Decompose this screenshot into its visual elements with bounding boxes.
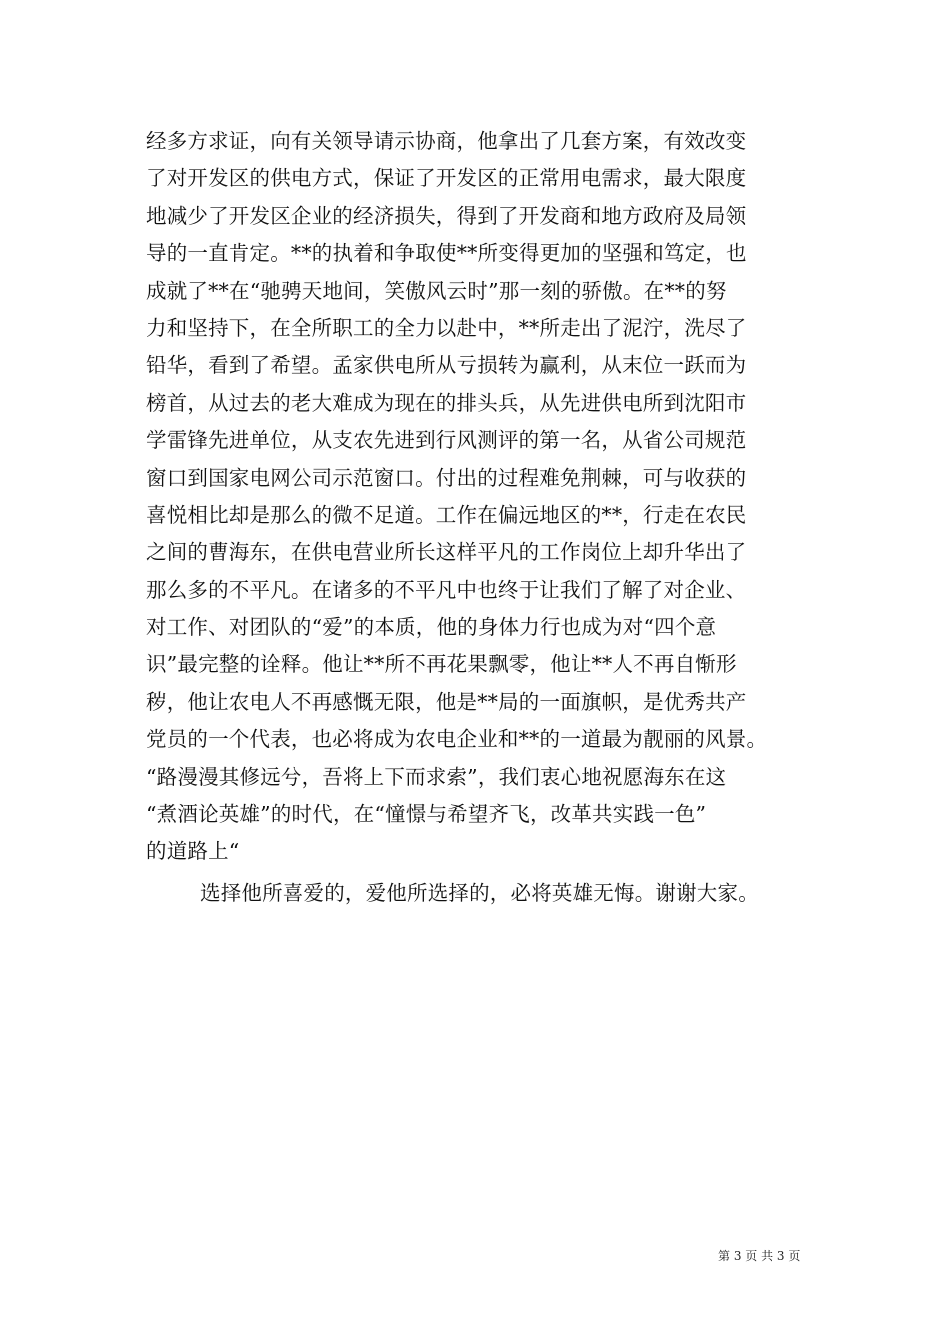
body-text [146,123,846,912]
text-line: 学雷锋先进单位，从支农先进到行风测评的第一名，从省公司规范 [146,428,747,453]
text-line: 之间的曹海东，在供电营业所长这样平凡的工作岗位上却升华出了 [146,540,747,565]
text-line: 铅华，看到了希望。孟家供电所从亏损转为赢利，从末位一跃而为 [146,353,747,378]
text-line: 党员的一个代表，也必将成为农电企业和**的一道最为靓丽的风景。 [146,727,768,752]
page-number-footer: 第 3 页 共 3 页 [718,1249,801,1263]
text-line: 了对开发区的供电方式，保证了开发区的正常用电需求，最大限度 [146,166,747,191]
text-line: 那么多的不平凡。在诸多的不平凡中也终于让我们了解了对企业、 [146,577,747,602]
closing-line: 选择他所喜爱的，爱他所选择的，必将英雄无悔。谢谢大家。 [200,880,759,905]
text-line: 对工作、对团队的“爱”的本质，他的身体力行也成为对“四个意 [146,615,717,640]
text-line: “路漫漫其修远兮，吾将上下而求索”，我们衷心地祝愿海东在这 [146,764,727,789]
text-line: 的道路上“ [146,839,240,864]
text-line: 秽，他让农电人不再感慨无限，他是**局的一面旗帜，是优秀共产 [146,689,747,714]
text-line: 识”最完整的诠释。他让**所不再花果飘零，他让**人不再自惭形 [146,652,737,677]
text-line: “煮酒论英雄”的时代，在“憧憬与希望齐飞，改革共实践一色” [146,802,707,827]
text-line: 导的一直肯定。**的执着和争取使**所变得更加的坚强和笃定，也 [146,241,747,266]
text-line: 榜首，从过去的老大难成为现在的排头兵，从先进供电所到沈阳市 [146,390,747,415]
text-line: 喜悦相比却是那么的微不足道。工作在偏远地区的**，行走在农民 [146,502,747,527]
text-line: 窗口到国家电网公司示范窗口。付出的过程难免荆棘，可与收获的 [146,465,747,490]
text-line: 成就了**在“驰骋天地间，笑傲风云时”那一刻的骄傲。在**的努 [146,278,727,303]
text-line: 地减少了开发区企业的经济损失，得到了开发商和地方政府及局领 [146,203,747,228]
text-line: 力和坚持下，在全所职工的全力以赴中，**所走出了泥泞，洗尽了 [146,315,747,340]
text-line: 经多方求证，向有关领导请示协商，他拿出了几套方案，有效改变 [146,129,747,153]
